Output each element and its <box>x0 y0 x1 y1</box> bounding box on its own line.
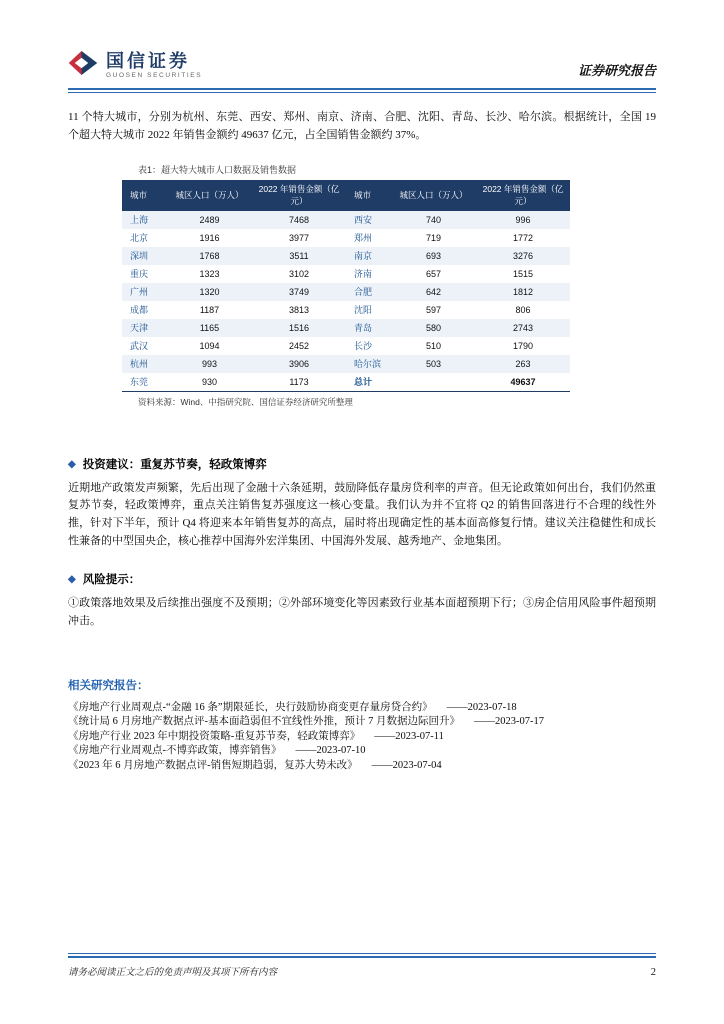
total-value-cell: 49637 <box>510 376 536 387</box>
pop-cell: 510 <box>425 340 442 351</box>
advice-paragraph: 近期地产政策发声频繁，先后出现了金融十六条延期，鼓励降低存量房贷利率的声音。但无论政策如何出台，我们仍然重复苏节奏，轻政策博弈，重点关注销售复苏强度这一核心变量。我们认为并不宜将 Q2 的销售回落进行不合理的线性外推，针对下半年，预计 Q4 将迎来本年销售复苏的高点，届时将出现确定性的基本面高修复行情。建议关注稳健性和成长性兼备的中型国央企，核心推荐中国海外宏洋集团、中国海外发展、越秀地产、金地集团。 <box>68 481 656 548</box>
city-cell: 青岛 <box>354 323 373 334</box>
sales-cell: 996 <box>515 214 531 225</box>
pop-cell <box>391 373 476 392</box>
city-cell: 重庆 <box>130 269 149 280</box>
table-row <box>122 319 570 337</box>
page-header <box>68 50 656 88</box>
report-title[interactable]: 《统计局 6 月房地产数据点评-基本面趋弱但不宜线性外推，预计 7 月数据边际回升》 <box>68 716 460 728</box>
city-cell: 沈阳 <box>354 305 373 316</box>
pop-cell: 719 <box>425 232 442 243</box>
pop-cell: 740 <box>425 214 442 225</box>
sales-cell: 1772 <box>512 232 534 243</box>
sales-cell: 1515 <box>512 268 534 279</box>
col-header: 2022 年销售金额（亿元） <box>476 180 570 211</box>
city-cell: 哈尔滨 <box>354 359 382 370</box>
col-header: 城市 <box>346 180 391 211</box>
page-footer <box>68 953 656 978</box>
diamond-bullet-icon: ◆ <box>68 458 76 470</box>
city-cell: 合肥 <box>354 287 373 298</box>
city-cell: 长沙 <box>354 341 373 352</box>
city-table-block <box>122 163 570 408</box>
city-cell: 天津 <box>130 323 149 334</box>
related-reports-title: 相关研究报告： <box>68 679 149 692</box>
diamond-bullet-icon: ◆ <box>68 573 76 585</box>
pop-cell: 642 <box>425 286 442 297</box>
col-header: 城区人口（万人） <box>167 180 252 211</box>
section-heading-advice <box>68 456 656 472</box>
guosen-logo-icon <box>68 50 98 81</box>
table-row <box>122 301 570 319</box>
table-source: 资料来源：Wind、中指研究院、国信证券经济研究所整理 <box>138 396 353 407</box>
related-reports-list <box>68 701 656 774</box>
table-row <box>122 283 570 301</box>
city-cell: 南京 <box>354 251 373 262</box>
report-type-label: 证券研究报告 <box>577 63 656 78</box>
table-row <box>122 247 570 265</box>
report-title[interactable]: 《房地产行业周观点-“金融 16 条”期限延长，央行鼓励协商变更存量房贷合约》 <box>68 701 433 713</box>
related-report-item[interactable] <box>68 744 656 759</box>
advice-title: 投资建议：重复苏节奏，轻政策博弈 <box>82 458 267 471</box>
report-title[interactable]: 《房地产行业 2023 年中期投资策略-重复苏节奏，轻政策博弈》 <box>68 730 361 742</box>
pop-cell: 2489 <box>199 214 220 225</box>
section-heading-risk <box>68 571 656 587</box>
risk-title: 风险提示： <box>82 573 141 586</box>
sales-cell: 7468 <box>288 214 310 225</box>
report-title[interactable]: 《房地产行业周观点-不博弈政策，博弈销售》 <box>68 745 282 757</box>
sales-cell: 1173 <box>289 376 309 387</box>
brand-name-en: GUOSEN SECURITIES <box>106 72 203 80</box>
sales-cell: 3276 <box>512 250 534 261</box>
risk-paragraph: ①政策落地效果及后续推出强度不及预期；②外部环境变化等因素致行业基本面超预期下行；③房企信用风险事件超预期冲击。 <box>68 596 656 627</box>
pop-cell: 580 <box>425 322 442 333</box>
city-cell: 深圳 <box>130 251 149 262</box>
col-header: 2022 年销售金额（亿元） <box>252 180 346 211</box>
pop-cell: 1094 <box>199 340 220 351</box>
sales-cell: 1790 <box>512 340 534 351</box>
table-row <box>122 337 570 355</box>
related-report-item[interactable] <box>68 715 656 730</box>
sales-cell: 3813 <box>288 304 310 315</box>
city-cell: 济南 <box>354 269 373 280</box>
city-sales-table <box>122 180 570 392</box>
pop-cell: 930 <box>201 376 218 387</box>
sales-cell: 3749 <box>288 286 310 297</box>
page-number: 2 <box>650 967 656 978</box>
table-row <box>122 355 570 373</box>
report-date: ——2023-07-10 <box>295 745 366 757</box>
table-row <box>122 211 570 229</box>
table-caption: 表1：超大特大城市人口数据及销售数据 <box>138 164 297 175</box>
header-divider <box>68 88 656 93</box>
pop-cell: 693 <box>425 250 442 261</box>
col-header: 城区人口（万人） <box>391 180 476 211</box>
pop-cell: 503 <box>425 358 442 369</box>
sales-cell: 3906 <box>288 358 310 369</box>
city-cell: 北京 <box>130 233 149 244</box>
sales-cell: 2452 <box>288 340 310 351</box>
sales-cell: 3102 <box>288 268 310 279</box>
total-label-cell: 总计 <box>354 377 373 388</box>
city-cell: 成都 <box>130 305 149 316</box>
brand-text <box>106 52 202 80</box>
footer-divider <box>68 953 656 958</box>
city-cell: 杭州 <box>130 359 149 370</box>
sales-cell: 263 <box>515 358 531 369</box>
pop-cell: 1768 <box>199 250 220 261</box>
table-header <box>122 180 570 211</box>
city-cell: 东莞 <box>130 377 149 388</box>
intro-paragraph: 11 个特大城市，分别为杭州、东莞、西安、郑州、南京、济南、合肥、沈阳、青岛、长沙、哈尔滨。根据统计，全国 19 个超大特大城市 2022 年销售金额约 49637 亿元，占全国销售金额约 37%。 <box>68 111 656 141</box>
sales-cell: 806 <box>515 304 531 315</box>
footer-disclaimer: 请务必阅读正文之后的免责声明及其项下所有内容 <box>68 968 278 978</box>
report-date: ——2023-07-11 <box>374 730 444 742</box>
related-report-item[interactable] <box>68 759 656 774</box>
city-cell: 武汉 <box>130 341 149 352</box>
pop-cell: 1165 <box>199 322 220 333</box>
pop-cell: 1320 <box>199 286 220 297</box>
pop-cell: 993 <box>201 358 218 369</box>
pop-cell: 1323 <box>199 268 220 279</box>
col-header: 城市 <box>122 180 167 211</box>
pop-cell: 597 <box>425 304 442 315</box>
city-cell: 西安 <box>354 215 373 226</box>
report-title[interactable]: 《2023 年 6 月房地产数据点评-销售短期趋弱，复苏大势未改》 <box>68 759 358 771</box>
related-report-item[interactable] <box>68 701 656 716</box>
report-date: ——2023-07-18 <box>446 701 517 713</box>
report-date: ——2023-07-04 <box>371 759 442 771</box>
report-date: ——2023-07-17 <box>474 716 544 728</box>
table-row <box>122 265 570 283</box>
table-row <box>122 229 570 247</box>
sales-cell: 1516 <box>288 322 310 333</box>
pop-cell: 1187 <box>199 304 220 315</box>
sales-cell: 1812 <box>512 286 534 297</box>
sales-cell: 3977 <box>288 232 310 243</box>
table-row-total <box>122 373 570 392</box>
city-cell: 广州 <box>130 287 149 298</box>
brand <box>68 50 202 81</box>
related-report-item[interactable] <box>68 730 656 745</box>
sales-cell: 2743 <box>512 322 534 333</box>
sales-cell: 3511 <box>289 250 309 261</box>
city-cell: 郑州 <box>354 233 373 244</box>
brand-name-cn: 国信证券 <box>106 50 190 71</box>
pop-cell: 1916 <box>199 232 220 243</box>
city-cell: 上海 <box>130 215 149 226</box>
pop-cell: 657 <box>425 268 442 279</box>
